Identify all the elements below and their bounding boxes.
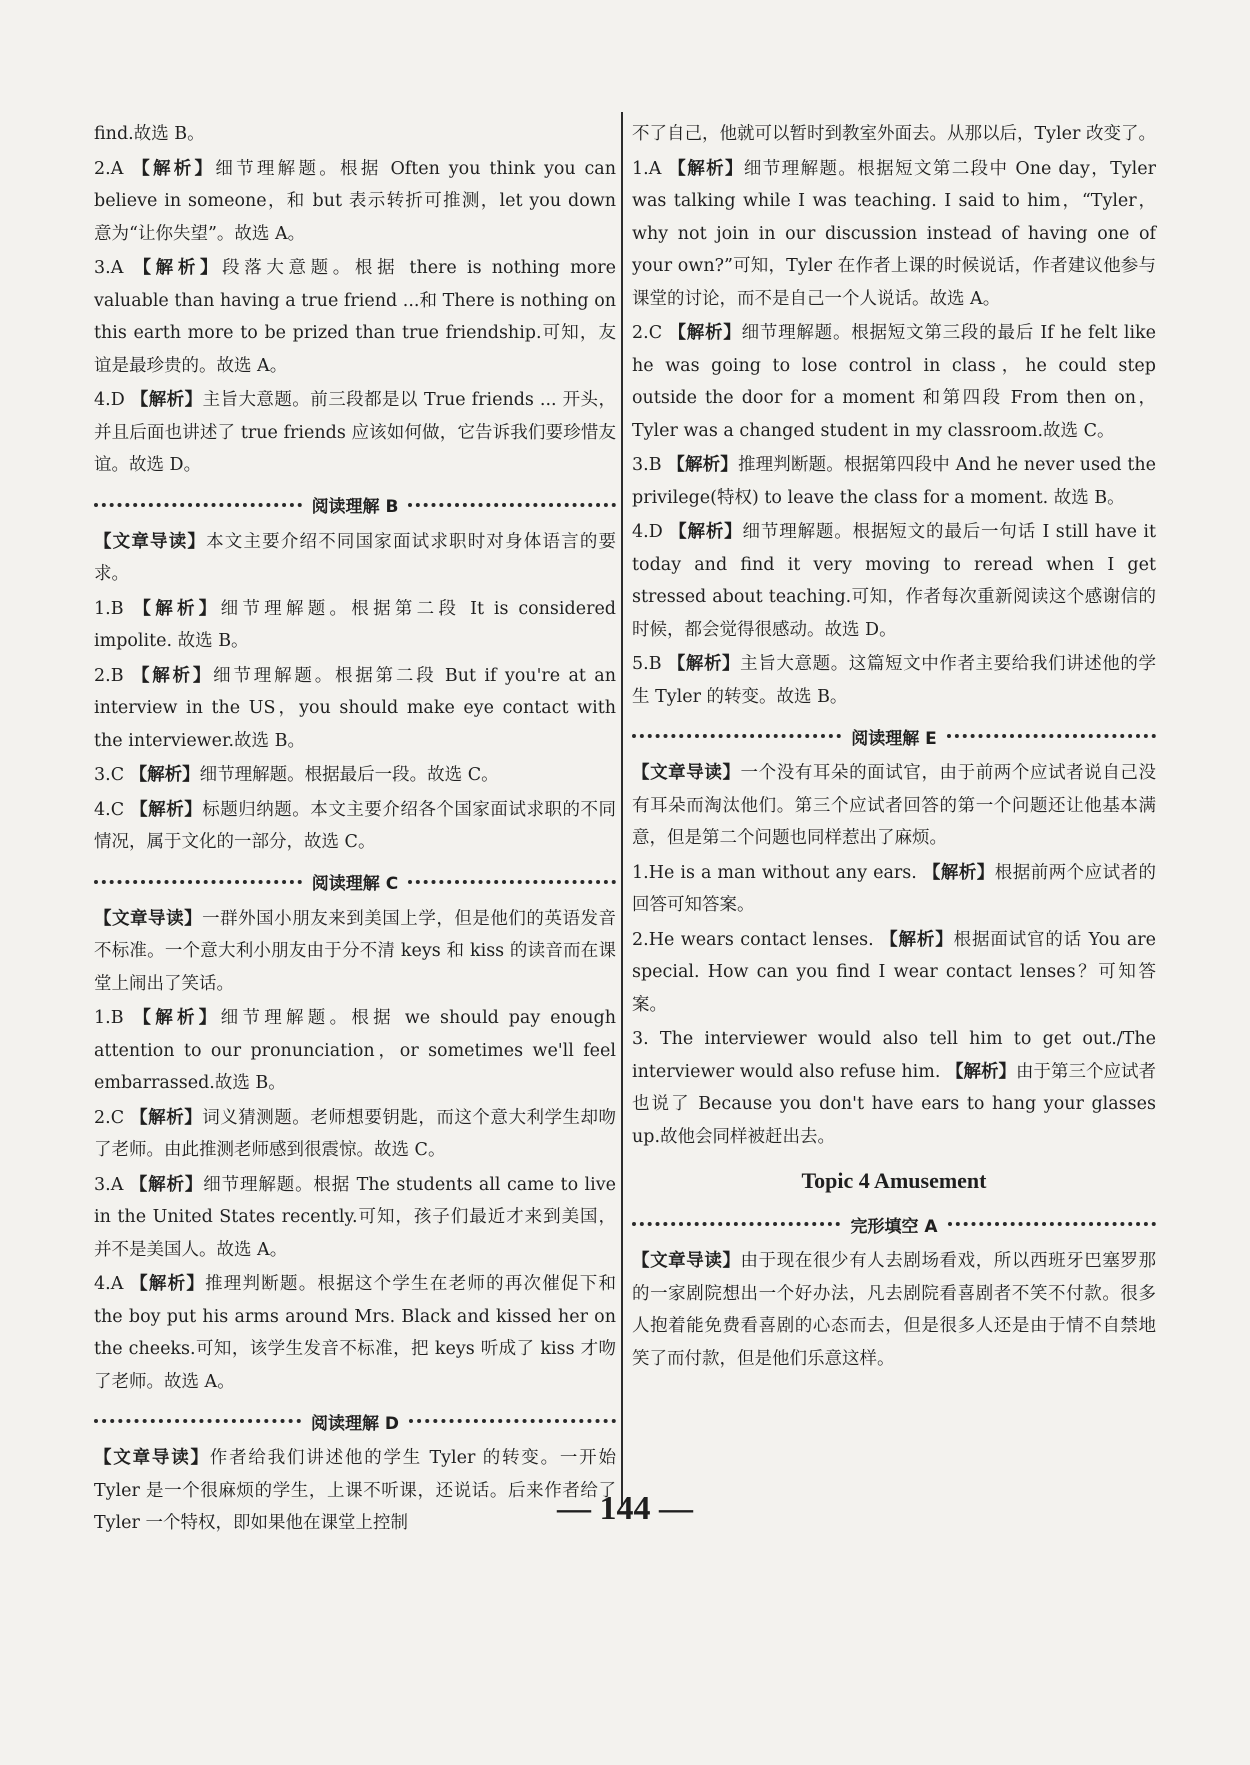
paragraph-text: 推理判断题。根据这个学生在老师的再次催促下和 the boy put his arms around Mrs. Black and kissed her on the cheeks.可知，该学生发音不标准，把 keys 听成了 kiss 才吻了老师。故选 A。 [94, 1274, 616, 1392]
analysis-tag: 【解析】 [130, 390, 203, 410]
item-number: 1.He is a man without any ears. [632, 862, 923, 883]
item-number: 3. The interviewer would also tell him to get out./The interviewer would also refuse him. [632, 1029, 1156, 1082]
paragraph-text: 由于现在很少有人去剧场看戏，所以西班牙巴塞罗那的一家剧院想出一个好办法，凡去剧院看喜剧者不笑不付款。很多人抱着能免费看喜剧的心态而去，但是很多人还是由于情不自禁地笑了而付款，但是他们乐意这样。 [632, 1251, 1157, 1369]
item-number: 2.B [94, 665, 132, 686]
analysis-tag: 【解析】 [133, 598, 221, 619]
item-number: 3.A [94, 1174, 130, 1195]
paragraph-text: 主旨大意题。这篇短文中作者主要给我们讲述他的学生 Tyler 的转变。故选 B。 [632, 654, 1157, 707]
analysis-tag: 【文章导读】 [94, 1448, 210, 1468]
paragraph-text: 段落大意题。根据 there is nothing more valuable than having a true friend ...和 There is nothing on this earth more to be prized than true friendship.可知，友谊是最珍贵的。故选 A。 [94, 258, 617, 376]
analysis-tag: 【解析】 [129, 765, 200, 785]
page-number: — 144 — [557, 1490, 693, 1527]
dotted-rule [632, 734, 841, 738]
answer-paragraph [94, 1268, 616, 1398]
answer-paragraph [632, 924, 1156, 1022]
paragraph-text: 推理判断题。根据第四段中 And he never used the privilege(特权) to leave the class for a moment. 故选 B。 [632, 455, 1156, 508]
paragraph-text: 细节理解题。根据短文第二段中 One day，Tyler was talking while I was teaching. I said to him，“Tyler，why not join in our discussion instead of having one of your own?”可知，Tyler 在作者上课的时候说话，作者建议他参与课堂的讨论，而不是自己一个人说话。故选 A。 [632, 158, 1157, 309]
paragraph-text: 细节理解题。根据最后一段。故选 C。 [199, 765, 499, 785]
answer-paragraph [94, 1002, 616, 1100]
dotted-rule [408, 880, 616, 884]
dotted-rule [947, 734, 1156, 738]
answer-paragraph [94, 118, 616, 151]
answer-paragraph [94, 1442, 616, 1540]
item-number: 1.B [94, 598, 134, 619]
analysis-tag: 【解析】 [667, 455, 738, 475]
section-label: 完形填空 A [850, 1216, 938, 1237]
paragraph-text: 作者给我们讲述他的学生 Tyler 的转变。一开始 Tyler 是一个很麻烦的学生，上课不听课，还说话。后来作者给了 Tyler 一个特权，即如果他在课堂上控制 [94, 1448, 616, 1533]
left-column [94, 118, 616, 1542]
section-heading [94, 488, 616, 522]
analysis-tag: 【解析】 [131, 665, 214, 686]
answer-paragraph [94, 759, 616, 792]
answer-paragraph [94, 593, 616, 658]
paragraph-text: 细节理解题。根据短文第三段的最后 If he felt like he was going to lose control in class，he could step outside the door for a moment 和第四段 From then on，Tyler was a changed student in my classroom.故选 C。 [632, 323, 1157, 441]
answer-paragraph [632, 1245, 1156, 1375]
analysis-tag: 【解析】 [668, 323, 742, 343]
answer-paragraph [632, 449, 1156, 514]
dotted-rule [948, 1222, 1156, 1226]
answer-paragraph [94, 252, 616, 382]
dotted-rule [94, 503, 302, 507]
answer-paragraph [94, 384, 616, 482]
analysis-tag: 【解析】 [669, 522, 743, 542]
analysis-tag: 【解析】 [130, 1274, 206, 1294]
paragraph-text: 根据面试官的话 You are special. How can you find I wear contact lenses？可知答案。 [632, 929, 1156, 1015]
analysis-tag: 【解析】 [880, 929, 954, 950]
analysis-tag: 【解析】 [130, 799, 203, 820]
item-number: 1.B [94, 1008, 134, 1028]
paragraph-text: 细节理解题。根据 Often you think you can believe in someone，和 but 表示转折可推测，let you down 意为“让你失望”。故选 A。 [94, 158, 616, 244]
answer-paragraph [632, 857, 1156, 922]
paragraph-text: 根据前两个应试者的回答可知答案。 [632, 862, 1157, 915]
right-column [632, 118, 1156, 1377]
section-label: 阅读理解 E [851, 728, 937, 749]
answer-paragraph [632, 118, 1156, 151]
item-number: 2.A [94, 158, 133, 179]
item-number: 2.He wears contact lenses. [632, 929, 881, 950]
answer-paragraph [94, 660, 616, 758]
paragraph-text: 由于第三个应试者也说了 Because you don't have ears to hang your glasses up.故他会同样被赶出去。 [632, 1061, 1157, 1147]
paragraph-text: 主旨大意题。前三段都是以 True friends ... 开头，并且后面也讲述了 true friends 应该如何做，它告诉我们要珍惜友谊。故选 D。 [94, 390, 617, 475]
item-number: 4.C [94, 799, 131, 820]
answer-paragraph [94, 903, 616, 1001]
paragraph-text: 本文主要介绍不同国家面试求职时对身体语言的要求。 [94, 531, 617, 584]
paragraph-text: find.故选 B。 [94, 124, 205, 144]
answer-paragraph [632, 1023, 1156, 1153]
item-number: 3.A [94, 258, 134, 278]
answer-paragraph [632, 153, 1156, 316]
paragraph-text: 一个没有耳朵的面试官，由于前两个应试者说自己没有耳朵而淘汰他们。第三个应试者回答的第一个问题还让他基本满意，但是第二个问题也同样惹出了麻烦。 [632, 763, 1157, 848]
paragraph-text: 不了自己，他就可以暂时到教室外面去。从那以后，Tyler 改变了。 [632, 124, 1156, 144]
analysis-tag: 【解析】 [130, 1107, 203, 1128]
section-label: 阅读理解 C [311, 874, 399, 894]
section-label: 阅读理解 D [310, 1413, 400, 1434]
analysis-tag: 【解析】 [133, 258, 223, 278]
paragraph-text: 词义猜测题。老师想要钥匙，而这个意大利学生却吻了老师。由此推测老师感到很震惊。故选 C。 [94, 1107, 617, 1160]
answer-paragraph [632, 757, 1156, 855]
analysis-tag: 【解析】 [668, 158, 744, 179]
analysis-tag: 【解析】 [667, 654, 741, 674]
analysis-tag: 【文章导读】 [632, 1251, 741, 1271]
item-number: 4.A [94, 1274, 131, 1294]
paragraph-text: 细节理解题。根据 The students all came to live in the United States recently.可知，孩子们最近才来到美国，并不是美国人。故选 A。 [94, 1174, 616, 1260]
analysis-tag: 【解析】 [132, 158, 216, 179]
dotted-rule [632, 1222, 840, 1226]
item-number: 2.C [632, 323, 669, 343]
answer-paragraph [632, 516, 1156, 646]
section-heading [94, 1404, 616, 1438]
paragraph-text: 细节理解题。根据 we should pay enough attention to our pronunciation，or sometimes we'll feel embarrassed.故选 B。 [94, 1008, 617, 1093]
analysis-tag: 【文章导读】 [632, 763, 741, 783]
section-heading [94, 865, 616, 899]
item-number: 5.B [632, 654, 668, 674]
analysis-tag: 【解析】 [133, 1008, 221, 1028]
dotted-rule [94, 880, 302, 884]
dotted-rule [409, 1419, 616, 1423]
answer-paragraph [94, 794, 616, 859]
analysis-tag: 【解析】 [945, 1061, 1016, 1082]
analysis-tag: 【解析】 [129, 1174, 204, 1195]
analysis-tag: 【文章导读】 [94, 531, 207, 552]
item-number: 4.D [632, 522, 670, 542]
topic-title: Topic 4 Amusement [801, 1168, 987, 1193]
column-divider [621, 112, 623, 1507]
answer-paragraph [94, 1169, 616, 1267]
paragraph-text: 细节理解题。根据第二段 But if you're at an interview in the US，you should make eye contact with the interviewer.故选 B。 [94, 665, 617, 751]
answer-paragraph [94, 526, 616, 591]
analysis-tag: 【文章导读】 [94, 908, 203, 929]
dotted-rule [94, 1419, 301, 1423]
section-heading [632, 1207, 1156, 1241]
dotted-rule [408, 503, 616, 507]
answer-paragraph [94, 1102, 616, 1167]
item-number: 2.C [94, 1107, 131, 1128]
item-number: 3.B [632, 455, 668, 475]
answer-paragraph [632, 648, 1156, 713]
paragraph-text: 细节理解题。根据短文的最后一句话 I still have it today and find it very moving to reread when I get stressed about teaching.可知，作者每次重新阅读这个感谢信的时候，都会觉得很感动。故选 D。 [632, 522, 1156, 640]
paragraph-text: 标题归纳题。本文主要介绍各个国家面试求职的不同情况，属于文化的一部分，故选 C。 [94, 799, 617, 852]
answer-paragraph [632, 317, 1156, 447]
section-label: 阅读理解 B [311, 497, 399, 517]
item-number: 3.C [94, 765, 130, 785]
answer-paragraph [94, 153, 616, 251]
item-number: 4.D [94, 390, 131, 410]
paragraph-text: 一群外国小朋友来到美国上学，但是他们的英语发音不标准。一个意大利小朋友由于分不清 keys 和 kiss 的读音而在课堂上闹出了笑话。 [94, 908, 617, 994]
item-number: 1.A [632, 158, 669, 179]
section-heading [632, 719, 1156, 753]
analysis-tag: 【解析】 [922, 862, 995, 883]
paragraph-text: 细节理解题。根据第二段 It is considered impolite. 故选 B。 [94, 598, 616, 651]
